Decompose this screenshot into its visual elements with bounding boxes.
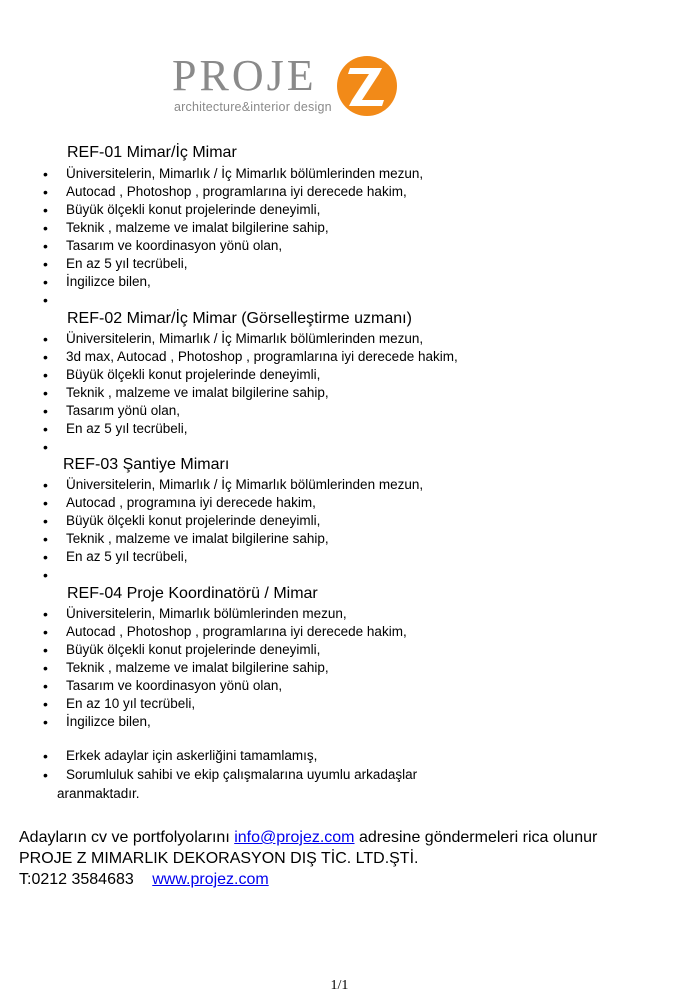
list-item xyxy=(0,330,679,348)
list-item xyxy=(0,476,679,494)
bullet-icon: • xyxy=(43,202,48,218)
list-item-text: En az 10 yıl tecrübeli, xyxy=(66,696,196,711)
bullet-icon: • xyxy=(43,256,48,272)
bullet-icon: • xyxy=(43,292,48,308)
list-item xyxy=(0,677,679,695)
company-name: PROJE Z MIMARLIK DEKORASYON DIŞ TİC. LTD.ŞTİ. xyxy=(19,850,419,867)
list-item-text: aranmaktadır. xyxy=(57,786,140,801)
bullet-icon: • xyxy=(43,567,48,583)
list-item-text: En az 5 yıl tecrübeli, xyxy=(66,421,188,436)
bullet-icon: • xyxy=(43,220,48,236)
job-title: REF-04 Proje Koordinatörü / Mimar xyxy=(67,585,318,602)
bullet-icon: • xyxy=(43,367,48,383)
bullet-icon: • xyxy=(43,477,48,493)
bullet-icon: • xyxy=(43,403,48,419)
list-item xyxy=(0,695,679,713)
list-item xyxy=(0,348,679,366)
list-item xyxy=(0,366,679,384)
bullet-icon: • xyxy=(43,274,48,290)
list-item-text: Büyük ölçekli konut projelerinde deneyimli, xyxy=(66,513,321,528)
list-item xyxy=(0,183,679,201)
list-item-text: Büyük ölçekli konut projelerinde deneyimli, xyxy=(66,202,321,217)
bullet-icon: • xyxy=(43,606,48,622)
list-item-text: Teknik , malzeme ve imalat bilgilerine sahip, xyxy=(66,220,329,235)
bullet-icon: • xyxy=(43,748,48,764)
list-item xyxy=(0,548,679,566)
job-title: REF-02 Mimar/İç Mimar (Görselleştirme uzmanı) xyxy=(67,310,412,327)
bullet-icon: • xyxy=(43,714,48,730)
list-item-text: En az 5 yıl tecrübeli, xyxy=(66,256,188,271)
list-item xyxy=(0,605,679,623)
list-item-text: Autocad , Photoshop , programlarına iyi derecede hakim, xyxy=(66,624,407,639)
list-item xyxy=(0,273,679,291)
website-link[interactable]: www.projez.com xyxy=(152,871,269,888)
list-item xyxy=(0,384,679,402)
list-item xyxy=(0,201,679,219)
list-item-text: En az 5 yıl tecrübeli, xyxy=(66,549,188,564)
list-item xyxy=(0,420,679,438)
application-instructions xyxy=(19,828,597,848)
list-item-text: Üniversitelerin, Mimarlık / İç Mimarlık bölümlerinden mezun, xyxy=(66,331,424,346)
bullet-icon: • xyxy=(43,513,48,529)
bullet-icon: • xyxy=(43,678,48,694)
list-item xyxy=(0,623,679,641)
list-item xyxy=(0,219,679,237)
list-item-text: Üniversitelerin, Mimarlık bölümlerinden mezun, xyxy=(66,606,347,621)
list-item-empty xyxy=(0,438,679,456)
bullet-icon: • xyxy=(43,660,48,676)
list-item xyxy=(0,713,679,731)
bullet-icon: • xyxy=(43,439,48,455)
list-item xyxy=(0,402,679,420)
list-item-text: Tasarım yönü olan, xyxy=(66,403,181,418)
page-number: 1/1 xyxy=(330,978,349,993)
bullet-icon: • xyxy=(43,767,48,783)
list-item-text: Autocad , programına iyi derecede hakim, xyxy=(66,495,316,510)
list-item xyxy=(0,659,679,677)
list-item-text: 3d max, Autocad , Photoshop , programlarına iyi derecede hakim, xyxy=(66,349,458,364)
list-item xyxy=(0,530,679,548)
phone-number: T:0212 3584683 xyxy=(19,871,134,888)
list-item-text: Teknik , malzeme ve imalat bilgilerine sahip, xyxy=(66,385,329,400)
list-item xyxy=(0,512,679,530)
logo-wordmark: PROJE xyxy=(172,51,317,100)
bullet-icon: • xyxy=(43,184,48,200)
list-item-text: Autocad , Photoshop , programlarına iyi derecede hakim, xyxy=(66,184,407,199)
list-item xyxy=(0,237,679,255)
list-item-text: Tasarım ve koordinasyon yönü olan, xyxy=(66,678,283,693)
list-item xyxy=(0,494,679,512)
list-item-empty xyxy=(0,566,679,584)
bullet-icon: • xyxy=(43,642,48,658)
list-item-text: Büyük ölçekli konut projelerinde deneyimli, xyxy=(66,642,321,657)
bullet-icon: • xyxy=(43,421,48,437)
list-item-text: Üniversitelerin, Mimarlık / İç Mimarlık bölümlerinden mezun, xyxy=(66,477,424,492)
instructions-prefix: Adayların cv ve portfolyolarını xyxy=(19,829,230,846)
bullet-icon: • xyxy=(43,549,48,565)
list-item-text: Teknik , malzeme ve imalat bilgilerine sahip, xyxy=(66,531,329,546)
bullet-icon: • xyxy=(43,331,48,347)
bullet-icon: • xyxy=(43,385,48,401)
list-item-empty xyxy=(0,291,679,309)
bullet-icon: • xyxy=(43,696,48,712)
list-item-continuation xyxy=(0,785,679,803)
job-title: REF-03 Şantiye Mimarı xyxy=(63,456,230,473)
list-item xyxy=(0,255,679,273)
list-item-text: Erkek adaylar için askerliğini tamamlamış, xyxy=(66,748,318,763)
job-title: REF-01 Mimar/İç Mimar xyxy=(67,144,237,161)
bullet-icon: • xyxy=(43,166,48,182)
list-item xyxy=(0,766,679,784)
list-item-text: İngilizce bilen, xyxy=(66,714,151,729)
bullet-icon: • xyxy=(43,624,48,640)
list-item-text: Büyük ölçekli konut projelerinde deneyimli, xyxy=(66,367,321,382)
list-item-text: Üniversitelerin, Mimarlık / İç Mimarlık bölümlerinden mezun, xyxy=(66,166,424,181)
list-item-text: İngilizce bilen, xyxy=(66,274,151,289)
bullet-icon: • xyxy=(43,531,48,547)
list-item-text: Tasarım ve koordinasyon yönü olan, xyxy=(66,238,283,253)
list-item-text: Teknik , malzeme ve imalat bilgilerine sahip, xyxy=(66,660,329,675)
bullet-icon: • xyxy=(43,495,48,511)
instructions-suffix: adresine göndermeleri rica olunur xyxy=(358,829,598,846)
email-link[interactable]: info@projez.com xyxy=(234,829,355,846)
logo-tagline: architecture&interior design xyxy=(174,100,332,114)
bullet-icon: • xyxy=(43,238,48,254)
list-item-text: Sorumluluk sahibi ve ekip çalışmalarına uyumlu arkadaşlar xyxy=(66,767,418,782)
bullet-icon: • xyxy=(43,349,48,365)
list-item xyxy=(0,747,679,765)
contact-line xyxy=(19,870,269,890)
list-item xyxy=(0,165,679,183)
z-logo-icon xyxy=(335,54,399,118)
list-item xyxy=(0,641,679,659)
projez-logo xyxy=(172,52,412,122)
